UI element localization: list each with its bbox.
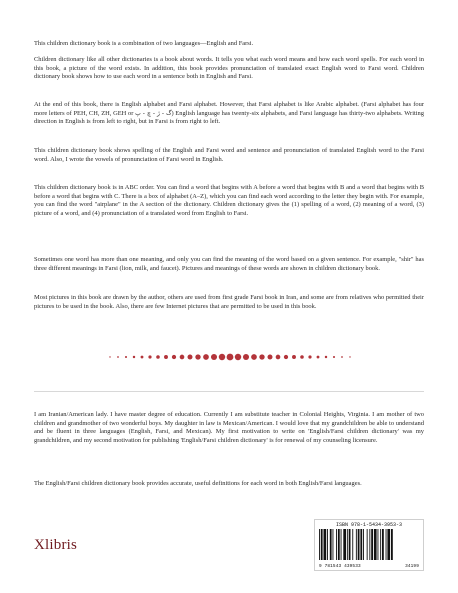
divider-dot bbox=[188, 355, 193, 360]
description-paragraph: Children dictionary like all other dictionaries is a book about words. It tells you what each word means and how each word spells. For each word in this book, a picture of the word exists. In addition, this book provides pronunciation of translated exact English word to Farsi word. Children dictionary book shows how to use each word in a sentence both in English and Farsi. bbox=[34, 56, 424, 81]
barcode-bar bbox=[378, 529, 379, 560]
isbn-suffix: 34199 bbox=[405, 564, 419, 569]
barcode-digits bbox=[319, 564, 419, 569]
barcode-bar bbox=[338, 529, 340, 560]
divider-dot bbox=[333, 356, 335, 358]
divider-dot bbox=[172, 355, 176, 359]
divider-dot bbox=[243, 354, 249, 360]
intro-paragraph: This children dictionary book is a combination of two languages—English and Farsi. bbox=[34, 40, 254, 47]
barcode-bar bbox=[371, 529, 373, 560]
alphabet-paragraph bbox=[34, 101, 424, 127]
divider-dot bbox=[284, 355, 288, 359]
farsi-letters: گ - ژ - چ - پ bbox=[135, 109, 172, 117]
pronunciation-paragraph: This children dictionary book shows spelling of the English and Farsi word and sentence and pronunciation of translated English word to the Farsi word. Also, I wrote the vowels of pronunciation of Farsi word in English. bbox=[34, 147, 424, 163]
divider-dot bbox=[219, 354, 225, 360]
barcode-bar bbox=[369, 529, 370, 560]
summary-paragraph: The English/Farsi children dictionary book provides accurate, useful definitions for each word in both English/Farsi languages. bbox=[34, 480, 362, 487]
barcode-bar bbox=[330, 529, 332, 560]
divider-dot bbox=[276, 355, 281, 360]
divider-dot bbox=[268, 355, 273, 360]
divider-dot bbox=[125, 356, 127, 358]
barcode-bar bbox=[341, 529, 342, 560]
divider-dot bbox=[292, 355, 296, 359]
barcode-bar bbox=[356, 529, 357, 560]
divider-dot bbox=[133, 356, 135, 358]
divider-dot bbox=[300, 355, 304, 359]
barcode-bar bbox=[391, 529, 393, 560]
divider-dot bbox=[227, 354, 234, 361]
dot-divider bbox=[105, 352, 355, 362]
divider-dot bbox=[203, 354, 209, 360]
barcode bbox=[314, 519, 424, 571]
barcode-bar bbox=[336, 529, 337, 560]
barcode-bar bbox=[386, 529, 387, 560]
barcode-bar bbox=[347, 529, 348, 560]
divider-dot bbox=[109, 356, 110, 357]
section-rule bbox=[34, 391, 424, 392]
alphabet-text-a: At the end of this book, there is English alphabet and Farsi alphabet. However, that Farsi alphabet is like Arabic alphabet. (Farsi alphabet has four more letters of PEH, CH, ZH, GEH or bbox=[34, 101, 424, 117]
divider-dot bbox=[341, 356, 343, 358]
barcode-number: 9 781543 439533 bbox=[319, 564, 361, 569]
barcode-bar bbox=[324, 529, 327, 560]
divider-dot bbox=[156, 355, 160, 359]
barcode-bar bbox=[387, 529, 390, 560]
barcode-bar bbox=[321, 529, 323, 560]
barcode-bar bbox=[327, 529, 328, 560]
barcode-bar bbox=[374, 529, 377, 560]
meanings-paragraph: Sometimes one word has more than one meaning, and only you can find the meaning of the word based on a given sentence. For example, "shir" has three different meanings in Farsi (lion, milk, and faucet). Pictures and meanings of these words are shown in children dictionary book. bbox=[34, 256, 424, 272]
author-bio-paragraph: I am Iranian/American lady. I have master degree of education. Currently I am substitute teacher in Colonial Heights, Virginia. I am mother of two children and grandmother of two wonderful boys. My daughter in law is Mexican/American. I would love that my grandchildren be able to understand and be fluent in three languages (English, Farsi, and Mexican). My first motivation to write on 'English/Farsi children dictionary' was my grandchildren, and my second motivation for publishing 'English/Farsi children dictionary' is for renewal of my counseling licensure. bbox=[34, 411, 424, 444]
barcode-bar bbox=[333, 529, 334, 560]
divider-dot bbox=[325, 356, 327, 358]
divider-dot bbox=[308, 355, 311, 358]
divider-dot bbox=[317, 356, 320, 359]
divider-dot bbox=[349, 356, 350, 357]
divider-dot bbox=[235, 354, 241, 360]
barcode-bar bbox=[343, 529, 346, 560]
divider-dot bbox=[251, 354, 257, 360]
divider-dot bbox=[180, 355, 185, 360]
divider-dot bbox=[148, 355, 151, 358]
barcode-bar bbox=[360, 529, 362, 560]
isbn-number: ISBN 978-1-5434-3953-3 bbox=[335, 522, 402, 528]
divider-dot bbox=[164, 355, 168, 359]
barcode-bar bbox=[352, 529, 353, 560]
barcode-bars bbox=[319, 529, 421, 563]
abc-order-paragraph: This children dictionary book is in ABC order. You can find a word that begins with A before a word that begins with B and a word that begins with B before a word that begins with C. There is a box of alphabet (A–Z), which you can find each word according to the letter they begin with. For example, you can find the word "airplane" in the A section of the dictionary. Children dictionary gives the (1) spelling of a word, (2) meaning of a word, (3) picture of a word, and (4) pronunciation of a translated word from English to Farsi. bbox=[34, 184, 424, 217]
pictures-paragraph: Most pictures in this book are drawn by the author, others are used from first grade Farsi book in Iran, and some are from relatives who permitted their pictures to be used in the book. Also, there are few Internet pictures that are permitted to be used in this book. bbox=[34, 294, 424, 310]
divider-dot bbox=[195, 354, 200, 359]
isbn-text bbox=[319, 522, 419, 528]
barcode-bar bbox=[358, 529, 360, 560]
divider-dot bbox=[211, 354, 217, 360]
divider-dot bbox=[141, 356, 144, 359]
alphabet-text-b: ) English language has twenty-six alphabets, and Farsi language has thirty-two alphabets. Writing direction in English is from left to right, but in Farsi is from right to left. bbox=[34, 109, 424, 126]
divider-dot bbox=[259, 354, 264, 359]
barcode-bar bbox=[380, 529, 381, 560]
barcode-bar bbox=[349, 529, 351, 560]
barcode-bar bbox=[319, 529, 320, 560]
barcode-bar bbox=[382, 529, 384, 560]
barcode-bar bbox=[367, 529, 368, 560]
divider-dot bbox=[117, 356, 119, 358]
barcode-bar bbox=[363, 529, 364, 560]
publisher-logo: Xlibris bbox=[34, 537, 78, 553]
